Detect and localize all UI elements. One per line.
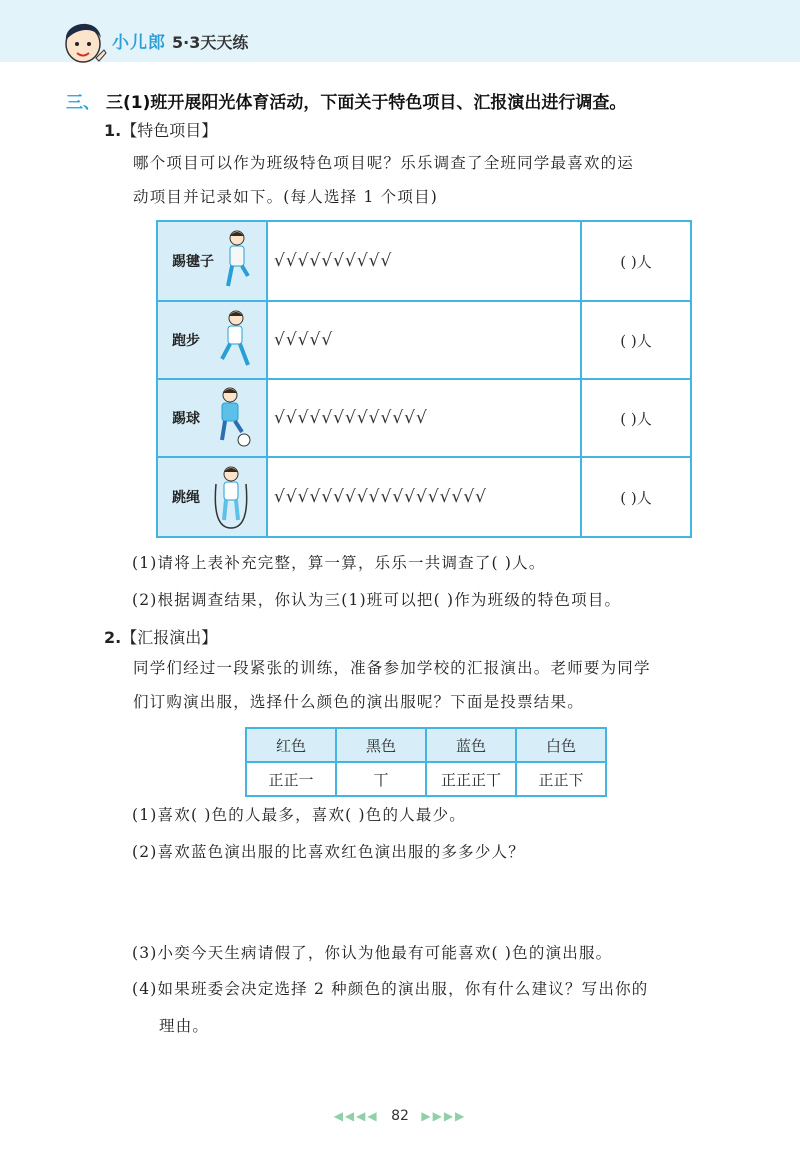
part1-heading <box>104 118 217 141</box>
vote-tally: 正正下 <box>516 762 606 796</box>
vote-tally: 正正一 <box>246 762 336 796</box>
boy-mascot-icon <box>58 14 108 68</box>
part1-intro-line1: 哪个项目可以作为班级特色项目呢？乐乐调查了全班同学最喜欢的运 <box>133 154 635 172</box>
table-row <box>157 379 691 457</box>
vote-tally: 丅 <box>336 762 426 796</box>
count-blank[interactable]: ( )人 <box>581 221 691 301</box>
section-number: 三、 <box>66 93 100 113</box>
part1-question-2: (2)根据调查结果，你认为三(1)班可以把( )作为班级的特色项目。 <box>132 591 622 609</box>
sport-name-cell <box>157 301 267 379</box>
part2-question-4-line1: (4)如果班委会决定选择 2 种颜色的演出服，你有什么建议？写出你的 <box>132 980 649 998</box>
sport-name-cell <box>157 221 267 301</box>
part2-heading <box>104 625 217 648</box>
logo-text: 小儿郎 <box>112 33 166 53</box>
sport-name: 踢毽子 <box>172 254 214 270</box>
part1-intro-line2: 动项目并记录如下。(每人选择 1 个项目) <box>133 188 439 206</box>
count-blank[interactable]: ( )人 <box>581 457 691 537</box>
page-footer <box>0 1108 800 1124</box>
table-row <box>157 221 691 301</box>
sport-name: 踢球 <box>172 411 200 427</box>
tally-marks: √√√√√√√√√√ <box>267 221 581 301</box>
part2-intro-line2: 们订购演出服，选择什么颜色的演出服呢？下面是投票结果。 <box>133 693 584 711</box>
part2-question-3: (3)小奕今天生病请假了，你认为他最有可能喜欢( )色的演出服。 <box>132 944 613 962</box>
color-header: 蓝色 <box>426 728 516 762</box>
sport-survey-table <box>156 220 692 538</box>
left-arrows-icon: ◀◀◀◀ <box>333 1109 379 1123</box>
page-number: 82 <box>391 1108 409 1124</box>
count-blank[interactable]: ( )人 <box>581 379 691 457</box>
tally-marks: √√√√√ <box>267 301 581 379</box>
color-header: 白色 <box>516 728 606 762</box>
kid-soccer-icon <box>214 386 252 450</box>
color-header: 红色 <box>246 728 336 762</box>
part2-question-1: (1)喜欢( )色的人最多，喜欢( )色的人最少。 <box>132 806 466 824</box>
sport-name-cell <box>157 379 267 457</box>
color-header: 黑色 <box>336 728 426 762</box>
part2-intro-line1: 同学们经过一段紧张的训练，准备参加学校的汇报演出。老师要为同学 <box>133 659 651 677</box>
right-arrows-icon: ▶▶▶▶ <box>421 1109 467 1123</box>
sport-name: 跑步 <box>172 333 200 349</box>
part1-heading-text: 【特色项目】 <box>121 121 218 140</box>
sport-name: 跳绳 <box>172 490 200 506</box>
part2-question-2: (2)喜欢蓝色演出服的比喜欢红色演出服的多多少人？ <box>132 843 525 861</box>
kid-running-icon <box>218 309 252 371</box>
tally-marks: √√√√√√√√√√√√√√√√√√ <box>267 457 581 537</box>
tally-marks: √√√√√√√√√√√√√ <box>267 379 581 457</box>
count-blank[interactable]: ( )人 <box>581 301 691 379</box>
section-title <box>66 88 626 113</box>
table-row <box>246 762 606 796</box>
section-title-text: 三(1)班开展阳光体育活动，下面关于特色项目、汇报演出进行调查。 <box>106 93 627 113</box>
table-header-row <box>246 728 606 762</box>
kid-jump-rope-icon <box>210 464 252 530</box>
part1-number: 1. <box>104 121 122 140</box>
series-title: 5·3天天练 <box>172 33 249 52</box>
table-row <box>157 301 691 379</box>
part2-question-4-line2: 理由。 <box>159 1017 210 1035</box>
part2-number: 2. <box>104 628 122 647</box>
part1-question-1: (1)请将上表补充完整，算一算，乐乐一共调查了( )人。 <box>132 554 546 572</box>
vote-tally: 正正正丅 <box>426 762 516 796</box>
color-vote-table <box>245 727 607 797</box>
table-row <box>157 457 691 537</box>
part2-heading-text: 【汇报演出】 <box>121 628 218 647</box>
sport-name-cell <box>157 457 267 537</box>
page-header <box>0 0 800 78</box>
kid-shuttlecock-icon <box>222 228 252 294</box>
